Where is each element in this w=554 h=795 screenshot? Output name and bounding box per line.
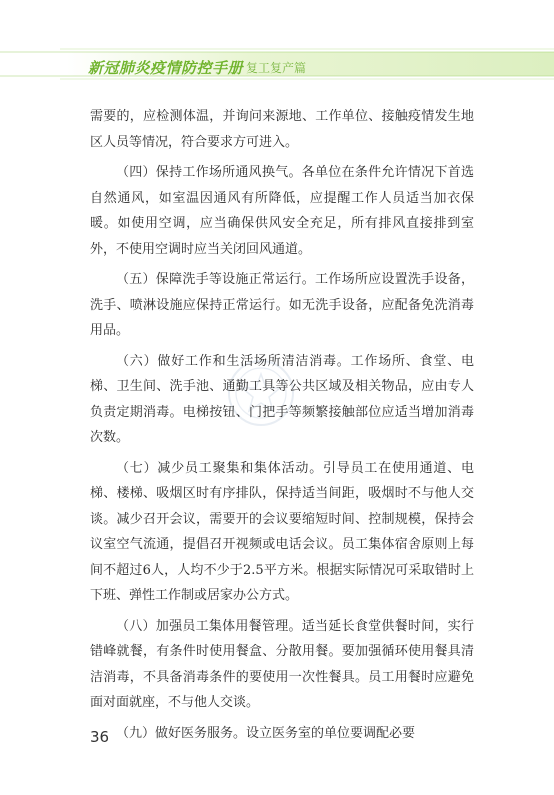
paragraph: （八）加强员工集体用餐管理。适当延长食堂供餐时间，实行错峰就餐，有条件时使用餐盒、分散用餐。要加强循环使用餐具清洁消毒，不具备消毒条件的要使用一次性餐具。员工用餐时应避免面对面就座，不与他人交谈。: [90, 618, 474, 710]
paragraph: （六）做好工作和生活场所清洁消毒。工作场所、食堂、电梯、卫生间、洗手池、通勤工具等公共区域及相关物品，应由专人负责定期消毒。电梯按钮、门把手等频繁接触部位应适当增加消毒次数。: [90, 353, 474, 445]
header-title: 新冠肺炎疫情防控手册: [88, 59, 244, 77]
header-subtitle: 复工复产篇: [246, 61, 307, 75]
paragraph: 需要的，应检测体温，并询问来源地、工作单位、接触疫情发生地区人员等情况，符合要求方可进入。: [90, 109, 474, 150]
page-number: 36: [90, 728, 110, 746]
body-text: [90, 104, 474, 751]
page-header: [0, 44, 554, 84]
paragraph: （九）做好医务服务。设立医务室的单位要调配必要: [116, 725, 416, 741]
paragraph: （五）保障洗手等设施正常运行。工作场所应设置洗手设备，洗手、喷淋设施应保持正常运行。如无洗手设备，应配备免洗消毒用品。: [90, 272, 474, 338]
paragraph: （四）保持工作场所通风换气。各单位在条件允许情况下首选自然通风，如室温因通风有所降低，应提醒工作人员适当加衣保暖。如使用空调，应当确保供风安全充足，所有排风直接排到室外，不使用空调时应当关闭回风通道。: [90, 165, 474, 257]
paragraph: （七）减少员工聚集和集体活动。引导员工在使用通道、电梯、楼梯、吸烟区时有序排队，保持适当间距，吸烟时不与他人交谈。减少召开会议，需要开的会议要缩短时间、控制规模，保持会议室空气流通，提倡召开视频或电话会议。员工集体宿舍原则上每间不超过6人，人均不少于2.5平方米。根据实际情况可采取错时上下班、弹性工作制或居家办公方式。: [90, 460, 474, 603]
